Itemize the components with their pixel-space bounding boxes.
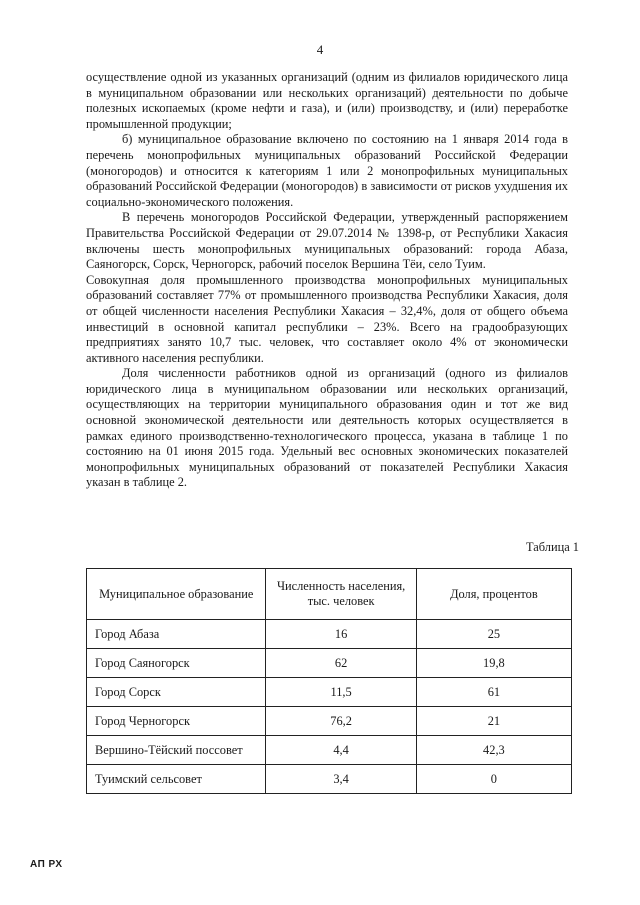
header-share: Доля, процентов: [416, 569, 571, 620]
body-text: [86, 70, 568, 491]
cell-share: 0: [416, 765, 571, 794]
cell-municipality: Вершино-Тёйский поссовет: [87, 736, 266, 765]
paragraph: осуществление одной из указанных организаций (одним из филиалов юридического лица в муниципальном образовании или нескольких организаций) деятельности по добыче полезных ископаемых (кроме нефти и газа), и (или) производству, и (или) переработке промышленной продукции;: [86, 70, 568, 131]
cell-share: 19,8: [416, 649, 571, 678]
cell-share: 42,3: [416, 736, 571, 765]
table-row: [87, 765, 572, 794]
population-table: [86, 568, 572, 794]
table-row: [87, 707, 572, 736]
table-row: [87, 649, 572, 678]
cell-population: 62: [266, 649, 416, 678]
cell-population: 11,5: [266, 678, 416, 707]
cell-municipality: Город Абаза: [87, 620, 266, 649]
cell-population: 76,2: [266, 707, 416, 736]
header-municipality: Муниципальное образование: [87, 569, 266, 620]
cell-population: 16: [266, 620, 416, 649]
table-row: [87, 620, 572, 649]
paragraph: Совокупная доля промышленного производства монопрофильных муниципальных образований составляет 77% от промышленного производства Республики Хакасия, доля от общей численности населения Республики Хакасия – 32,4%, доля от общего объема инвестиций в основной капитал республики – 23%. Всего на градообразующих предприятиях занято 10,7 тыс. человек, что составляет около 4% от экономически активного населения республики.: [86, 272, 568, 365]
table-caption: Таблица 1: [526, 540, 579, 554]
paragraph: Доля численности работников одной из организаций (одного из филиалов юридического лица в муниципальном образовании или нескольких организаций, осуществляющих на территории муниципального образования один и тот же вид основной экономической деятельности или деятельность которых осуществляется в рамках единого производственно-технологического процесса, указана в таблице 1 по состоянию на 01 июня 2015 года. Удельный вес основных экономических показателей монопрофильных муниципальных образований от показателей Республики Хакасия указан в таблице 2.: [86, 366, 568, 490]
cell-population: 4,4: [266, 736, 416, 765]
cell-share: 21: [416, 707, 571, 736]
table-row: [87, 678, 572, 707]
cell-share: 25: [416, 620, 571, 649]
footer-mark: АП РХ: [30, 859, 63, 870]
page-number: 4: [316, 42, 324, 57]
cell-population: 3,4: [266, 765, 416, 794]
table-header-row: [87, 569, 572, 620]
cell-share: 61: [416, 678, 571, 707]
cell-municipality: Город Сорск: [87, 678, 266, 707]
cell-municipality: Город Черногорск: [87, 707, 266, 736]
header-population: Численность населения, тыс. человек: [266, 569, 416, 620]
cell-municipality: Туимский сельсовет: [87, 765, 266, 794]
table-row: [87, 736, 572, 765]
paragraph: б) муниципальное образование включено по состоянию на 1 января 2014 года в перечень монопрофильных муниципальных образований Российской Федерации (моногородов) и относится к категориям 1 или 2 монопрофильных муниципальных образований Российской Федерации (моногородов) в зависимости от рисков ухудшения их социально-экономического положения.: [86, 132, 568, 209]
cell-municipality: Город Саяногорск: [87, 649, 266, 678]
paragraph: В перечень моногородов Российской Федерации, утвержденный распоряжением Правительства Российской Федерации от 29.07.2014 № 1398-р, от Республики Хакасия включены шесть монопрофильных муниципальных образований: города Абаза, Саяногорск, Сорск, Черногорск, рабочий поселок Вершина Тёи, село Туим.: [86, 210, 568, 272]
